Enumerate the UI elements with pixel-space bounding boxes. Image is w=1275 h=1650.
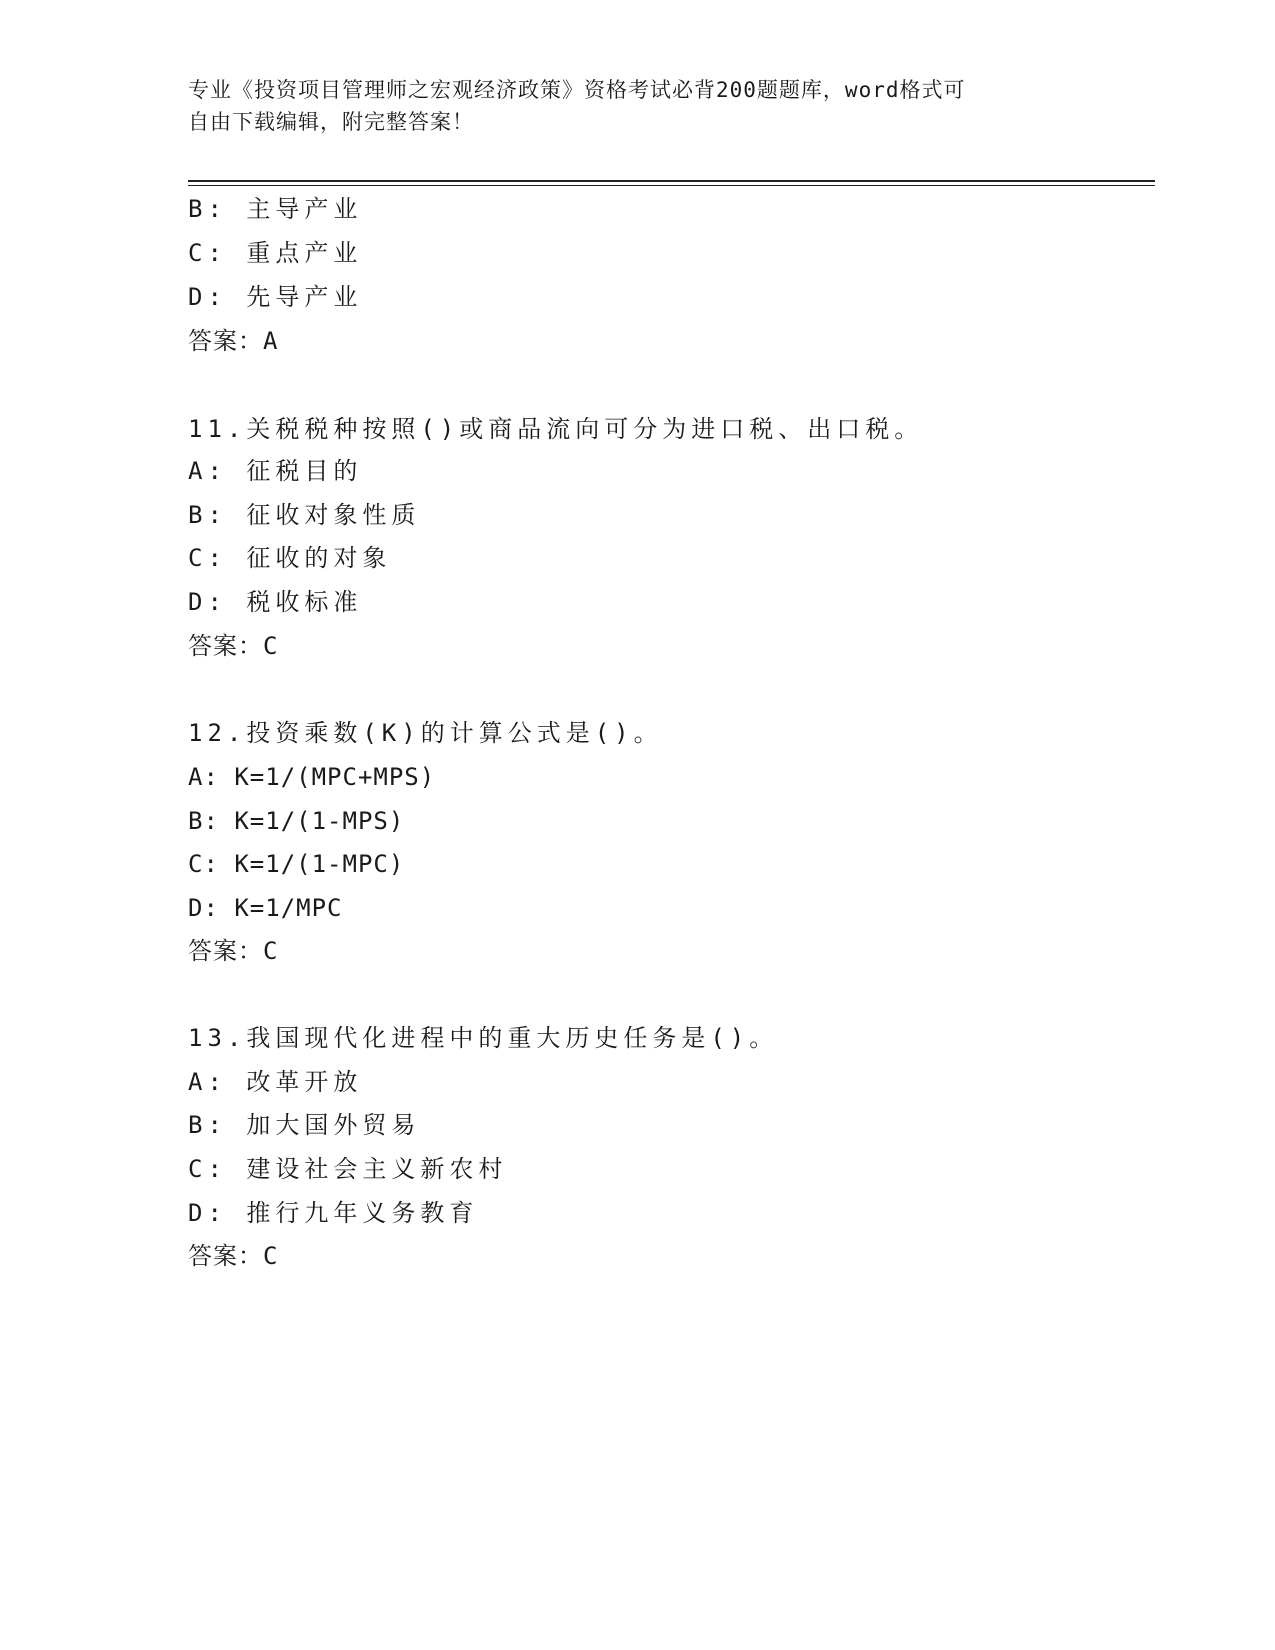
q11-option-b: B: 征收对象性质 xyxy=(188,501,421,529)
q11-option-c: C: 征收的对象 xyxy=(188,544,392,572)
q10-option-b: B: 主导产业 xyxy=(188,195,363,223)
q12-option-d: D: K=1/MPC xyxy=(188,894,343,922)
q10-option-d: D: 先导产业 xyxy=(188,283,363,311)
q13-stem: 13.我国现代化进程中的重大历史任务是()。 xyxy=(188,1024,779,1052)
q13-option-b: B: 加大国外贸易 xyxy=(188,1111,421,1139)
q12-answer: 答案：C xyxy=(188,937,279,965)
q13-option-a: A: 改革开放 xyxy=(188,1068,363,1096)
q11-stem: 11.关税税种按照()或商品流向可分为进口税、出口税。 xyxy=(188,415,924,443)
q13-option-d: D: 推行九年义务教育 xyxy=(188,1199,479,1227)
q11-option-a: A: 征税目的 xyxy=(188,457,363,485)
q12-option-b: B: K=1/(1-MPS) xyxy=(188,807,405,835)
q10-answer: 答案：A xyxy=(188,327,279,355)
q12-option-c: C: K=1/(1-MPC) xyxy=(188,850,405,878)
q11-answer: 答案：C xyxy=(188,632,279,660)
q12-option-a: A: K=1/(MPC+MPS) xyxy=(188,763,436,791)
q12-stem: 12.投资乘数(K)的计算公式是()。 xyxy=(188,719,663,747)
q13-option-c: C: 建设社会主义新农村 xyxy=(188,1155,508,1183)
document-header xyxy=(188,74,1068,138)
q10-option-c: C: 重点产业 xyxy=(188,239,363,267)
q11-option-d: D: 税收标准 xyxy=(188,588,363,616)
q13-answer: 答案：C xyxy=(188,1242,279,1270)
header-divider-thin xyxy=(188,185,1155,186)
header-line-1: 专业《投资项目管理师之宏观经济政策》资格考试必背200题题库，word格式可 xyxy=(188,78,966,102)
header-divider-thick xyxy=(188,180,1155,182)
header-line-2: 自由下载编辑，附完整答案！ xyxy=(188,110,474,134)
